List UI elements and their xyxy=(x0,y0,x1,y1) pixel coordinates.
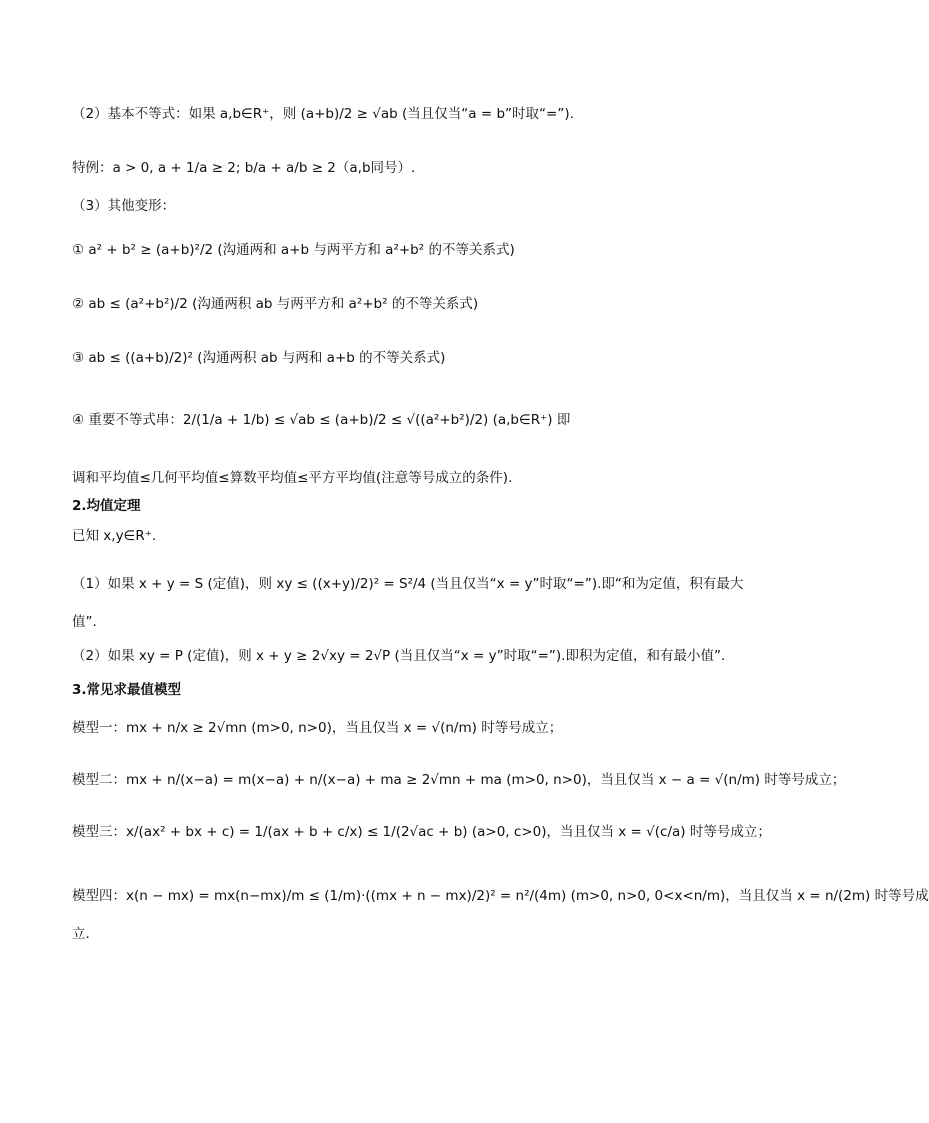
basic-inequality-line: （2）基本不等式：如果 a,b∈R⁺，则 (a+b)/2 ≥ √ab (当且仅当“a = b”时取“=”). xyxy=(72,106,574,122)
model-1-line: 模型一：mx + n/x ≥ 2√mn (m>0, n>0)，当且仅当 x = √(n/m) 时等号成立； xyxy=(72,720,563,736)
variant-2-line: ② ab ≤ (a²+b²)/2 (沟通两积 ab 与两平方和 a²+b² 的不等关系式) xyxy=(72,296,479,312)
theorem-2-line: （2）如果 xy = P (定值)，则 x + y ≥ 2√xy = 2√P (当且仅当“x = y”时取“=”).即积为定值，和有最小值”. xyxy=(72,648,726,664)
variant-1-line: ① a² + b² ≥ (a+b)²/2 (沟通两和 a+b 与两平方和 a²+b² 的不等关系式) xyxy=(72,242,515,258)
model-3-line: 模型三：x/(ax² + bx + c) = 1/(ax + b + c/x) ≤ 1/(2√ac + b) (a>0, c>0)，当且仅当 x = √(c/a) 时等号成立； xyxy=(72,824,771,840)
section-3-heading: 3.常见求最值模型 xyxy=(72,682,182,698)
variant-4-line: ④ 重要不等式串：2/(1/a + 1/b) ≤ √ab ≤ (a+b)/2 ≤ √((a²+b²)/2) (a,b∈R⁺) 即 xyxy=(72,412,571,428)
other-variants-heading: （3）其他变形： xyxy=(72,198,176,214)
theorem-1-line: （1）如果 x + y = S (定值)，则 xy ≤ ((x+y)/2)² = S²/4 (当且仅当“x = y”时取“=”).即“和为定值，积有最大 xyxy=(72,576,744,592)
model-4-line: 模型四：x(n − mx) = mx(n−mx)/m ≤ (1/m)·((mx + n − mx)/2)² = n²/(4m) (m>0, n>0, 0<x<n/m)，当且仅当 x = n/(2m) 时等号成 xyxy=(72,888,929,904)
variant-3-line: ③ ab ≤ ((a+b)/2)² (沟通两积 ab 与两和 a+b 的不等关系式) xyxy=(72,350,446,366)
section-2-heading: 2.均值定理 xyxy=(72,498,141,514)
model-2-line: 模型二：mx + n/(x−a) = m(x−a) + n/(x−a) + ma ≥ 2√mn + ma (m>0, n>0)，当且仅当 x − a = √(n/m) 时等号成立； xyxy=(72,772,846,788)
mean-chain-line: 调和平均值≤几何平均值≤算数平均值≤平方平均值(注意等号成立的条件). xyxy=(72,470,513,486)
special-case-line: 特例：a > 0, a + 1/a ≥ 2; b/a + a/b ≥ 2（a,b同号）. xyxy=(72,160,416,176)
theorem-1-cont-line: 值”. xyxy=(72,614,97,630)
model-4-cont-line: 立. xyxy=(72,926,90,942)
given-line: 已知 x,y∈R⁺. xyxy=(72,528,157,544)
